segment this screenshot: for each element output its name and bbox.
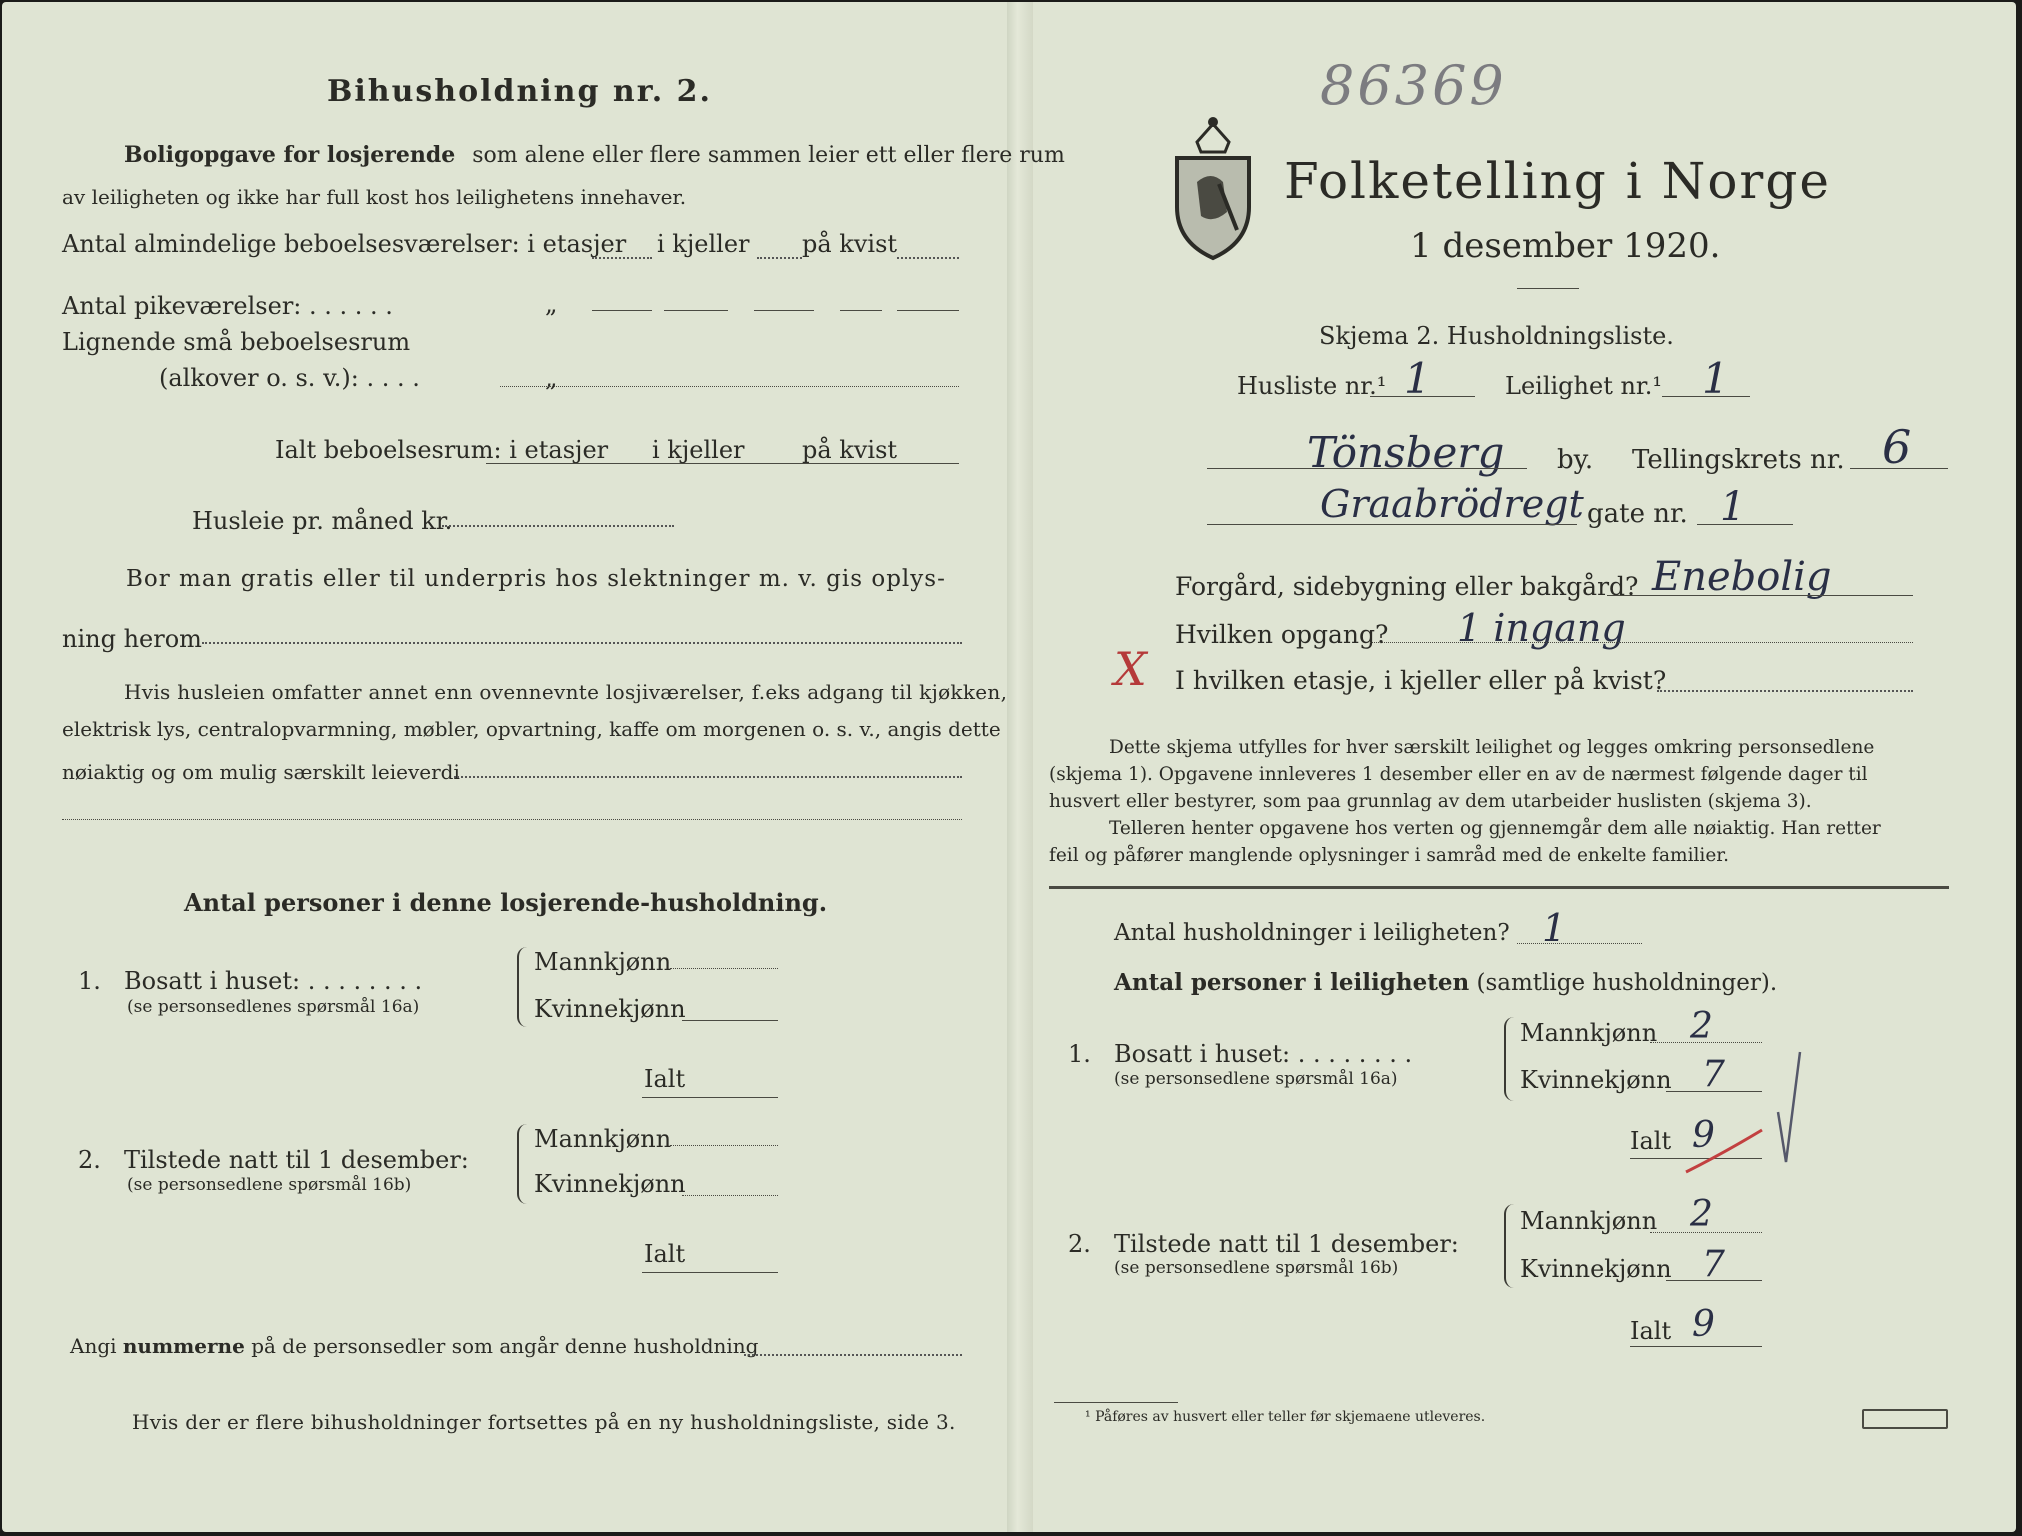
left-intro-line2: av leiligheten og ikke har full kost hos leilighetens innehaver. [62,185,687,209]
instr-line-3: husvert eller bestyrer, som paa grunnlag av dem utarbeider huslisten (skjema 3). [1049,791,1812,812]
right-q1-label: Bosatt i huset: . . . . . . . . [1114,1040,1413,1068]
correction-mark-icon [1682,1042,1802,1182]
by-field[interactable] [1207,468,1527,469]
leieverdi-line[interactable] [454,776,962,778]
archive-number: 86369 [1320,54,1507,117]
left-q1-kvinne-label: Kvinnekjønn [534,995,686,1023]
coat-of-arms-icon [1167,112,1259,262]
angi-line [70,1334,758,1358]
left-q2-ialt-field[interactable] [642,1272,778,1273]
krets-label: Tellingskrets nr. [1632,445,1845,475]
left-footer: Hvis der er flere bihusholdninger fortsettes på en ny husholdningsliste, side 3. [132,1410,956,1434]
pike-label: Antal pikeværelser: . . . . . . [62,292,393,320]
lignende-ditto: „ [545,364,558,392]
hush-label: Antal husholdninger i leiligheten? [1114,920,1510,946]
note-line-3: nøiaktig og om mulig særskilt leieverdi [62,760,460,784]
lignende-label-1: Lignende små beboelsesrum [62,328,411,356]
rooms-label: Antal almindelige beboelsesværelser: i etasjer [62,230,627,258]
right-q1-number: 1. [1068,1040,1091,1068]
pike-line-3[interactable] [754,310,814,311]
left-q2-number: 2. [78,1146,101,1174]
gate-value: Graabrödregt [1320,482,1584,526]
etasje-label: I hvilken etasje, i kjeller eller på kvist? [1175,666,1667,695]
forgard-value: Enebolig [1652,554,1832,600]
angi-post: på de personsedler som angår denne husholdning [251,1334,759,1358]
right-q1-kvinne-label: Kvinnekjønn [1520,1066,1672,1094]
leieverdi-line-2[interactable] [62,819,962,820]
angi-pre: Angi [70,1334,117,1358]
hush-field[interactable] [1517,943,1642,944]
footnote-rule [1054,1402,1178,1403]
left-q1-kvinne-field[interactable] [682,1020,778,1021]
gate-label: gate nr. [1587,499,1688,529]
gratis-line-2: ning herom [62,625,202,653]
right-q1-brace [1504,1017,1520,1101]
left-q1-ialt-label: Ialt [644,1065,686,1093]
right-q2-mann-value: 2 [1690,1194,1713,1235]
note-line-2: elektrisk lys, centralopvarmning, møbler, opvartning, kaffe om morgenen o. s. v., angis dette [62,717,1001,741]
right-q2-kvinne-value: 7 [1702,1244,1725,1285]
left-q1-number: 1. [78,967,101,995]
left-title: Bihusholdning nr. 2. [327,74,712,109]
krets-value: 6 [1882,420,1912,474]
by-value: Tönsberg [1307,428,1505,477]
angi-bold: nummerne [122,1334,245,1358]
right-persons-heading [1114,969,1777,996]
forgard-field[interactable] [1607,595,1913,596]
opgang-field[interactable] [1370,642,1913,643]
ialt-rooms-label: Ialt beboelsesrum: i etasjer [275,436,609,464]
rooms-etasjer-line[interactable] [592,257,652,259]
left-q1-mann-label: Mannkjønn [534,948,672,976]
left-persons-heading: Antal personer i denne losjerende-husholdning. [184,888,828,917]
hush-value: 1 [1542,906,1567,950]
opgang-label: Hvilken opgang? [1175,620,1389,649]
left-q2-sub: (se personsedlene spørsmål 16b) [127,1175,412,1195]
left-intro [124,142,1065,168]
leilighet-label: Leilighet nr.¹ [1505,372,1663,400]
right-q2-ialt-label: Ialt [1630,1317,1672,1345]
left-q1-ialt-field[interactable] [642,1097,778,1098]
right-q2-mann-label: Mannkjønn [1520,1207,1658,1235]
husleie-line[interactable] [442,525,674,527]
right-q1-ialt-value: 9 [1692,1115,1715,1156]
lignende-label-2: (alkover o. s. v.): . . . . [159,364,420,392]
right-q2-number: 2. [1068,1230,1091,1258]
by-label: by. [1557,445,1594,475]
right-q1-mann-label: Mannkjønn [1520,1019,1658,1047]
footnote: ¹ Påføres av husvert eller teller før skjemaene utleveres. [1085,1409,1486,1425]
right-q2-ialt-value: 9 [1692,1304,1715,1345]
right-q2-kvinne-label: Kvinnekjønn [1520,1255,1672,1283]
left-q1-label: Bosatt i huset: . . . . . . . . [124,967,423,995]
pike-line-1[interactable] [592,310,652,311]
right-q2-ialt-field[interactable] [1630,1346,1762,1347]
form-title: Folketelling i Norge [1284,152,1831,210]
husliste-value: 1 [1404,354,1431,403]
ialt-kvist: på kvist [802,436,898,464]
left-q1-brace [517,947,533,1027]
etasje-field[interactable] [1657,690,1913,692]
page-fold [1007,2,1033,1532]
rooms-kjeller: i kjeller [657,230,750,258]
gratis-line-1: Bor man gratis eller til underpris hos slektninger m. v. gis oplys- [126,566,946,592]
instr-line-1: Dette skjema utfylles for hver særskilt leilighet og legges omkring personsedlene [1109,737,1875,758]
left-q2-mann-label: Mannkjønn [534,1125,672,1153]
pike-line-2[interactable] [664,310,728,311]
left-q2-kvinne-field[interactable] [682,1195,778,1196]
right-q1-mann-value: 2 [1690,1006,1713,1047]
leilighet-value: 1 [1702,354,1729,403]
title-rule [1517,288,1579,289]
lignende-line[interactable] [500,386,959,387]
right-q1-sub: (se personsedlene spørsmål 16a) [1114,1069,1398,1089]
right-q2-sub: (se personsedlene spørsmål 16b) [1114,1258,1399,1278]
husliste-label: Husliste nr.¹ [1237,372,1387,400]
census-form-sheet [2,2,2016,1532]
gratis-line[interactable] [202,642,962,644]
left-q2-label: Tilstede natt til 1 desember: [124,1146,469,1174]
instr-line-4: Telleren henter opgavene hos verten og gjennemgår dem alle nøiaktig. Han retter [1109,818,1881,839]
right-q1-ialt-label: Ialt [1630,1127,1672,1155]
gate-nr-value: 1 [1720,484,1746,530]
opgang-value: 1 ingang [1457,606,1626,650]
rooms-kvist: på kvist [802,230,898,258]
skjema-label: Skjema 2. Husholdningsliste. [1319,322,1674,350]
intro-bold: Boligopgave for losjerende [124,142,456,168]
pike-line-4[interactable] [840,310,882,311]
instr-rule [1049,886,1949,889]
left-q2-ialt-label: Ialt [644,1240,686,1268]
left-q1-sub: (se personsedlenes spørsmål 16a) [127,997,420,1017]
left-q1-mann-field[interactable] [670,968,778,969]
right-q2-label: Tilstede natt til 1 desember: [1114,1230,1459,1258]
right-q1-kvinne-value: 7 [1702,1054,1725,1095]
note-line-1: Hvis husleien omfatter annet enn ovennevnte losjiværelser, f.eks adgang til kjøkken, [124,680,1008,704]
pike-ditto: „ [545,290,558,318]
gate-field[interactable] [1207,524,1577,525]
instr-line-2: (skjema 1). Opgavene innleveres 1 desember eller en av de nærmest følgende dager til [1049,764,1868,785]
left-q2-brace [517,1124,533,1204]
pike-line-5[interactable] [897,310,959,311]
ialt-kjeller: i kjeller [652,436,745,464]
form-date: 1 desember 1920. [1410,226,1721,266]
left-q2-mann-field[interactable] [670,1145,778,1146]
husleie-label: Husleie pr. måned kr. [192,507,453,535]
right-q2-brace [1504,1204,1520,1288]
rooms-kjeller-line[interactable] [757,257,802,259]
left-q2-kvinne-label: Kvinnekjønn [534,1170,686,1198]
rooms-kvist-line[interactable] [897,257,959,259]
instr-line-5: feil og påfører manglende oplysninger i samråd med de enkelte familier. [1049,845,1729,866]
printer-stamp [1862,1409,1948,1429]
etasje-mark: X [1114,642,1147,696]
right-persons-heading-rest: (samtlige husholdninger). [1476,970,1778,996]
angi-field[interactable] [744,1354,962,1356]
intro-rest: som alene eller flere sammen leier ett eller flere rum [472,143,1065,168]
forgard-label: Forgård, sidebygning eller bakgård? [1175,572,1639,601]
right-persons-heading-bold: Antal personer i leiligheten [1114,969,1470,996]
